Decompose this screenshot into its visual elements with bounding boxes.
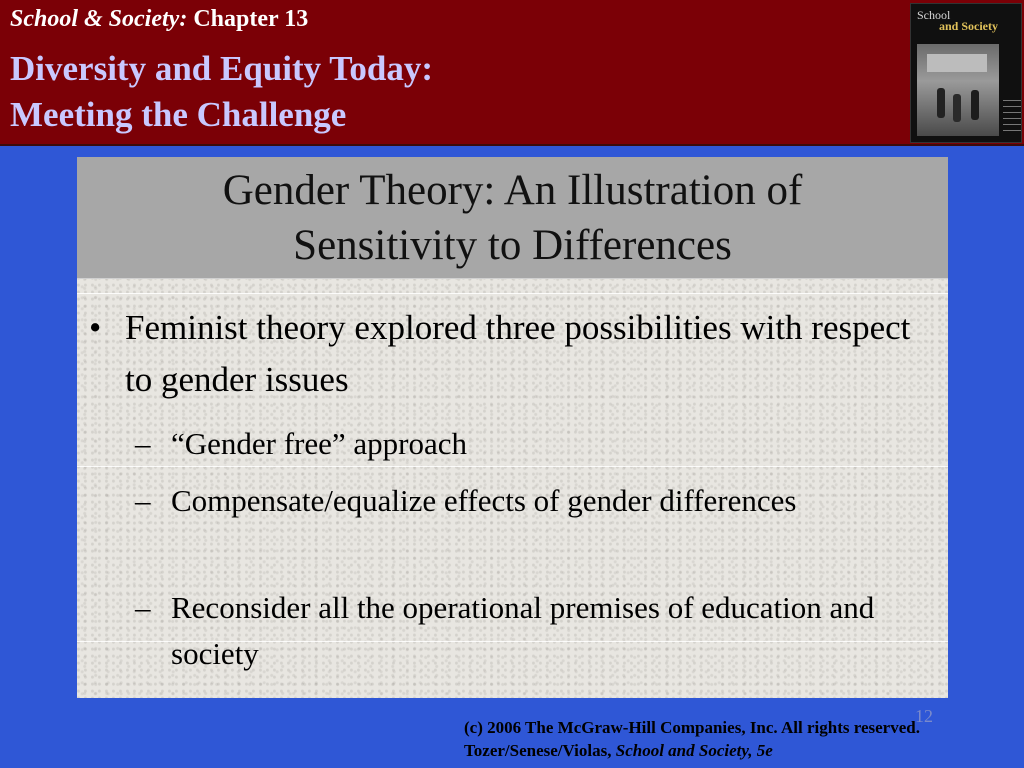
copyright-line-1: (c) 2006 The McGraw-Hill Companies, Inc. All rights reserved.: [464, 718, 920, 737]
headline-line-2: Meeting the Challenge: [10, 95, 347, 134]
book-edition-text: School and Society, 5e: [615, 741, 773, 760]
main-bullet-text: Feminist theory explored three possibilities with respect to gender issues: [125, 308, 911, 399]
slide-panel: [77, 157, 948, 698]
sub-bullet-text: “Gender free” approach: [171, 426, 468, 461]
sub-bullet: [135, 585, 935, 677]
main-bullet: [89, 302, 939, 406]
dash-marker: –: [135, 426, 151, 461]
book-title: School & Society:: [10, 6, 188, 32]
cover-authors: [1003, 100, 1021, 134]
sub-bullet: [135, 421, 935, 467]
slide-title-line-2: Sensitivity to Differences: [293, 221, 732, 269]
book-cover-image: [910, 3, 1022, 143]
cover-title-word-1: School: [917, 8, 951, 22]
sub-bullet-text: Compensate/equalize effects of gender differences: [171, 483, 797, 518]
authors-text: Tozer/Senese/Violas,: [464, 741, 616, 760]
chapter-line: [10, 6, 308, 33]
dash-marker: –: [135, 590, 151, 625]
copyright-line-2: [464, 739, 920, 762]
sub-bullet-text: Reconsider all the operational premises of education and society: [171, 590, 875, 671]
chapter-headline: [10, 46, 433, 138]
dash-marker: –: [135, 483, 151, 518]
cover-title-word-2: and Society: [939, 19, 999, 33]
divider: [77, 293, 948, 294]
slide-title-line-1: Gender Theory: An Illustration of: [222, 166, 803, 214]
chapter-label: Chapter 13: [193, 6, 309, 32]
slide-title: [103, 163, 923, 273]
headline-line-1: Diversity and Equity Today:: [10, 49, 434, 88]
cover-photo: [917, 44, 999, 136]
slide-title-band: [77, 157, 948, 279]
slide-number: 12: [915, 706, 933, 726]
copyright-notice: [464, 716, 920, 762]
sub-bullet: [135, 478, 935, 524]
header-band: [0, 0, 1024, 146]
bullet-marker: •: [89, 308, 102, 347]
